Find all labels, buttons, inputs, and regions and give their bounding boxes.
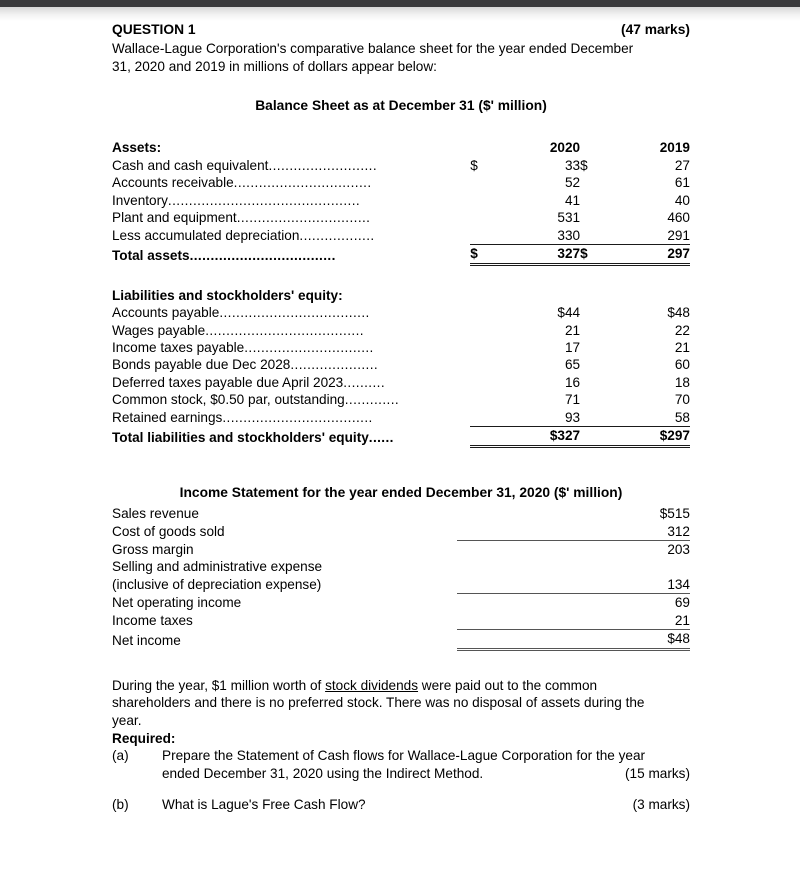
table-row [112,576,690,594]
currency-symbol-2020: $ [470,157,478,173]
leader-dots: .................. [299,228,375,244]
row-value: 312 [457,523,690,541]
required-label: Required: [112,730,176,746]
scan-top-dark-bar [0,0,800,7]
value-2019: 27 [674,157,690,173]
row-label: Accounts receivable [112,175,234,191]
leader-dots: ...... [368,429,394,445]
value-2020: $44 [557,305,581,321]
column-header-2019: 2019 [659,140,690,156]
requirements-list [112,747,690,813]
currency-symbol-2019 [580,227,609,245]
value-2019: 297 [609,245,690,264]
leader-dots: ............................... [244,340,374,355]
leader-dots: .................................... [222,410,373,426]
liabilities-header-row [112,287,690,304]
value-2019: 61 [674,175,690,191]
table-row [112,157,690,174]
row-label: Common stock, $0.50 par, outstanding [112,392,345,408]
total-liabilities-row [112,427,690,446]
requirement-tag: (b) [112,796,129,812]
value-2019: $297 [609,427,690,446]
row-label: Net income [112,632,181,648]
requirement-line-1: Prepare the Statement of Cash flows for Wallace-Lague Corporation for the year [162,748,646,764]
currency-symbol-2020 [470,174,499,191]
row-label: Selling and administrative expense [112,559,323,575]
row-label: Sales revenue [112,506,199,522]
value-2020: 531 [557,210,581,226]
row-value: $48 [457,630,690,649]
row-label: Accounts payable [112,305,220,321]
income-statement-title: Income Statement for the year ended December 31, 2020 ($' million) [179,484,623,500]
currency-symbol-2020: $ [470,245,499,264]
value-2020: 65 [564,357,581,373]
table-row [112,356,690,373]
intro-line-1: Wallace-Lague Corporation's comparative balance sheet for the year ended December [112,41,634,57]
value-2019: 70 [674,392,690,408]
leader-dots: ................................ [236,210,371,226]
requirement-marks: (15 marks) [625,766,690,782]
liabilities-header-label: Liabilities and stockholders' equity: [112,287,343,303]
narrative-line-2: shareholders and there is no preferred stock. There was no disposal of assets during the [112,695,645,711]
row-value: 203 [667,541,690,557]
row-label: Retained earnings [112,410,223,426]
row-label: Net operating income [112,595,242,611]
value-2019: 58 [674,409,690,425]
document-page [112,21,690,813]
value-2020: 52 [564,175,581,191]
narrative-paragraph [112,677,690,748]
requirement-line-2: ended December 31, 2020 using the Indirect Method. [162,766,484,782]
value-2019: 22 [674,322,690,338]
narrative-line-1 [112,677,690,695]
leader-dots: .......... [343,374,386,390]
leader-dots: ................................... [189,247,336,263]
row-label: Total assets [112,247,190,263]
value-2020: 17 [564,340,581,355]
row-label: Cash and cash equivalent [112,157,269,173]
leader-dots: ............. [344,392,400,408]
value-2020: 93 [564,409,581,425]
column-header-2020: 2020 [549,140,581,156]
table-row [112,409,690,427]
table-row [112,174,690,191]
currency-symbol-2019 [580,174,609,191]
narrative-emphasis: stock dividends [325,677,419,693]
leader-dots: .............................................. [167,192,361,208]
value-2019: 460 [667,210,690,226]
table-row [112,374,690,391]
row-label: Gross margin [112,541,194,557]
leader-dots: ................................. [233,175,372,191]
table-row [112,612,690,630]
value-2020: 330 [557,227,581,243]
table-row [112,322,690,339]
table-row [112,505,690,522]
narrative-part-2: were paid out to the common [418,677,598,693]
total-assets-row [112,245,690,264]
value-2019: 21 [674,340,690,355]
narrative-line-3: year. [112,713,142,729]
row-value [457,558,690,575]
currency-symbol-2020 [470,209,499,226]
currency-symbol-2019 [580,192,609,209]
balance-sheet-title: Balance Sheet as at December 31 ($' million) [255,98,547,114]
table-row [112,523,690,541]
requirement-line-1: What is Lague's Free Cash Flow? [162,796,366,812]
requirement-item-a [112,747,690,782]
value-2019: 18 [674,374,690,390]
assets-header-row [112,139,690,156]
leader-dots: .................................... [219,305,370,321]
table-row [112,630,690,649]
question-marks: (47 marks) [620,22,690,37]
requirement-item-b [112,796,690,814]
leader-dots: ..................... [290,357,379,373]
currency-symbol-2019: $ [580,245,609,264]
table-row [112,209,690,226]
question-label: QUESTION 1 [112,22,196,37]
leader-dots: .......................... [268,157,378,173]
row-label: Cost of goods sold [112,524,225,540]
requirement-marks: (3 marks) [632,796,690,812]
balance-sheet-table [112,139,690,447]
currency-symbol-2019: $ [580,157,588,173]
value-2020: 16 [564,374,581,390]
value-2020: 33 [564,157,581,173]
currency-symbol-2019 [580,209,609,226]
requirement-tag: (a) [112,748,129,764]
value-2019: 60 [674,357,690,373]
row-value: 69 [674,595,690,611]
value-2020: 21 [564,322,581,338]
row-label: Bonds payable due Dec 2028 [112,357,291,373]
table-row [112,304,690,321]
row-value: 21 [457,612,690,630]
scan-top-gradient [0,7,800,21]
row-label: Plant and equipment [112,210,237,226]
row-label: Income taxes [112,613,193,629]
table-row [112,391,690,408]
currency-symbol-2020 [470,192,499,209]
table-row [112,558,690,575]
value-2020: 41 [564,192,581,208]
value-2020: $327 [499,427,580,446]
row-label: (inclusive of depreciation expense) [112,577,322,593]
question-header [112,21,690,39]
leader-dots: ...................................... [205,322,364,338]
assets-header-label: Assets: [112,140,162,156]
row-label: Total liabilities and stockholders' equity [112,429,369,445]
narrative-part-1: During the year, $1 million worth of [112,677,326,693]
income-statement-table [112,505,690,651]
row-label: Wages payable [112,322,206,338]
table-row [112,339,690,356]
currency-symbol-2020 [470,227,499,245]
intro-line-2: 31, 2020 and 2019 in millions of dollars appear below: [112,58,437,74]
row-label: Deferred taxes payable due April 2023 [112,374,344,390]
value-2020: 327 [499,245,580,264]
value-2020: 71 [564,392,581,408]
table-row [112,540,690,558]
value-2019: 40 [674,192,690,208]
table-row [112,192,690,209]
table-row [112,594,690,612]
value-2019: 291 [667,227,690,243]
row-label: Inventory [112,192,168,208]
row-label: Less accumulated depreciation [112,228,300,244]
value-2019: $48 [667,305,690,321]
row-value: 134 [457,576,690,594]
table-row [112,227,690,245]
intro-paragraph [112,40,690,75]
row-value: $515 [659,506,690,522]
row-label: Income taxes payable [112,340,245,355]
